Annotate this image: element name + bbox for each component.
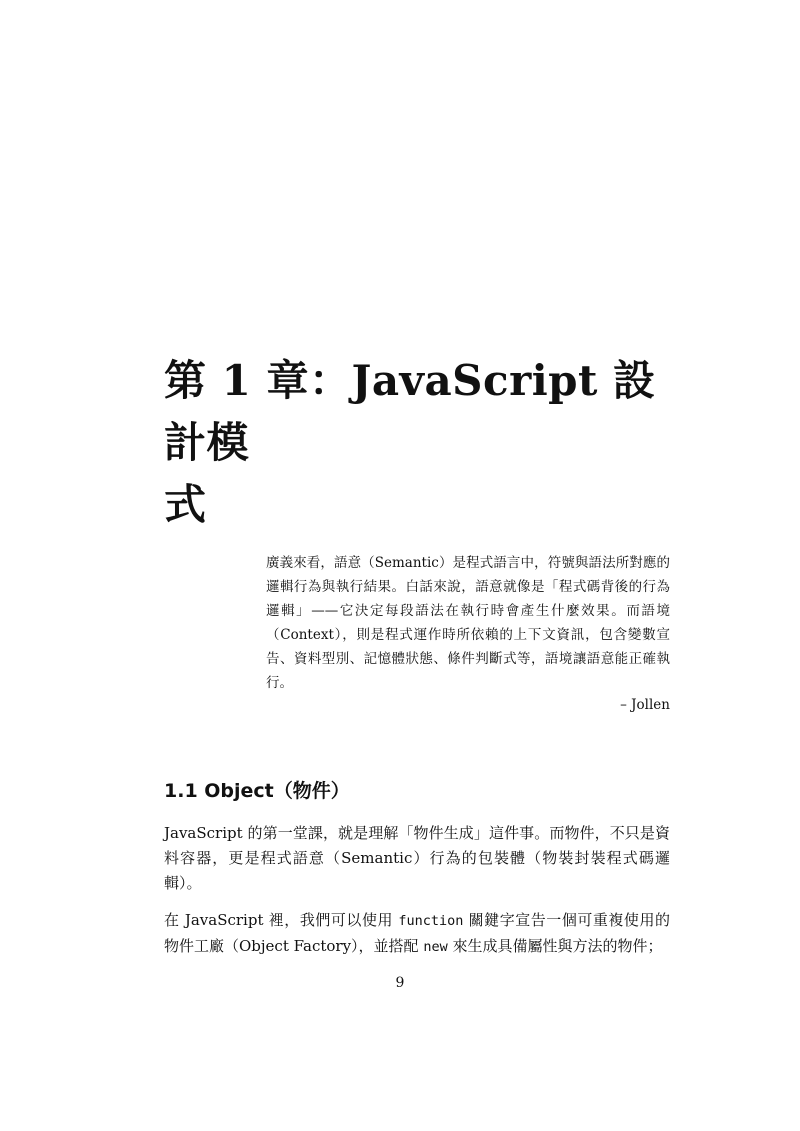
- chapter-title-line-1: 第 1 章：JavaScript 設計模: [164, 356, 656, 467]
- body-paragraph-2: [164, 908, 670, 960]
- paragraph-2-text-3: 來生成具備屬性與方法的物件；: [447, 937, 663, 955]
- paragraph-2-text-2: 關鍵字宣告一個可重複使用的物件工廠（Object Factory），並搭配: [164, 911, 670, 955]
- epigraph: [266, 551, 670, 715]
- paragraph-2-text-1: 在 JavaScript 裡，我們可以使用: [164, 911, 399, 929]
- epigraph-author: – Jollen: [620, 697, 670, 713]
- inline-code-new: new: [423, 939, 448, 955]
- chapter-title-line-2: 式: [164, 480, 207, 529]
- chapter-title: [164, 350, 664, 536]
- section-heading: 1.1 Object（物件）: [164, 780, 350, 802]
- epigraph-text: 廣義來看，語意（Semantic）是程式語言中，符號與語法所對應的邏輯行為與執行結果。白話來說，語意就像是「程式碼背後的行為邏輯」——它決定每段語法在執行時會產生什麼效果。而語境（Context），則是程式運作時所依賴的上下文資訊，包含變數宣告、資料型別、記憶體狀態、條件判斷式等，語境讓語意能正確執行。: [266, 555, 670, 691]
- inline-code-function: function: [398, 913, 464, 929]
- page-number: 9: [395, 975, 405, 991]
- body-paragraph-1: JavaScript 的第一堂課，就是理解「物件生成」這件事。而物件，不只是資料容器，更是程式語意（Semantic）行為的包裝體（物裝封裝程式碼邏輯）。: [164, 824, 670, 892]
